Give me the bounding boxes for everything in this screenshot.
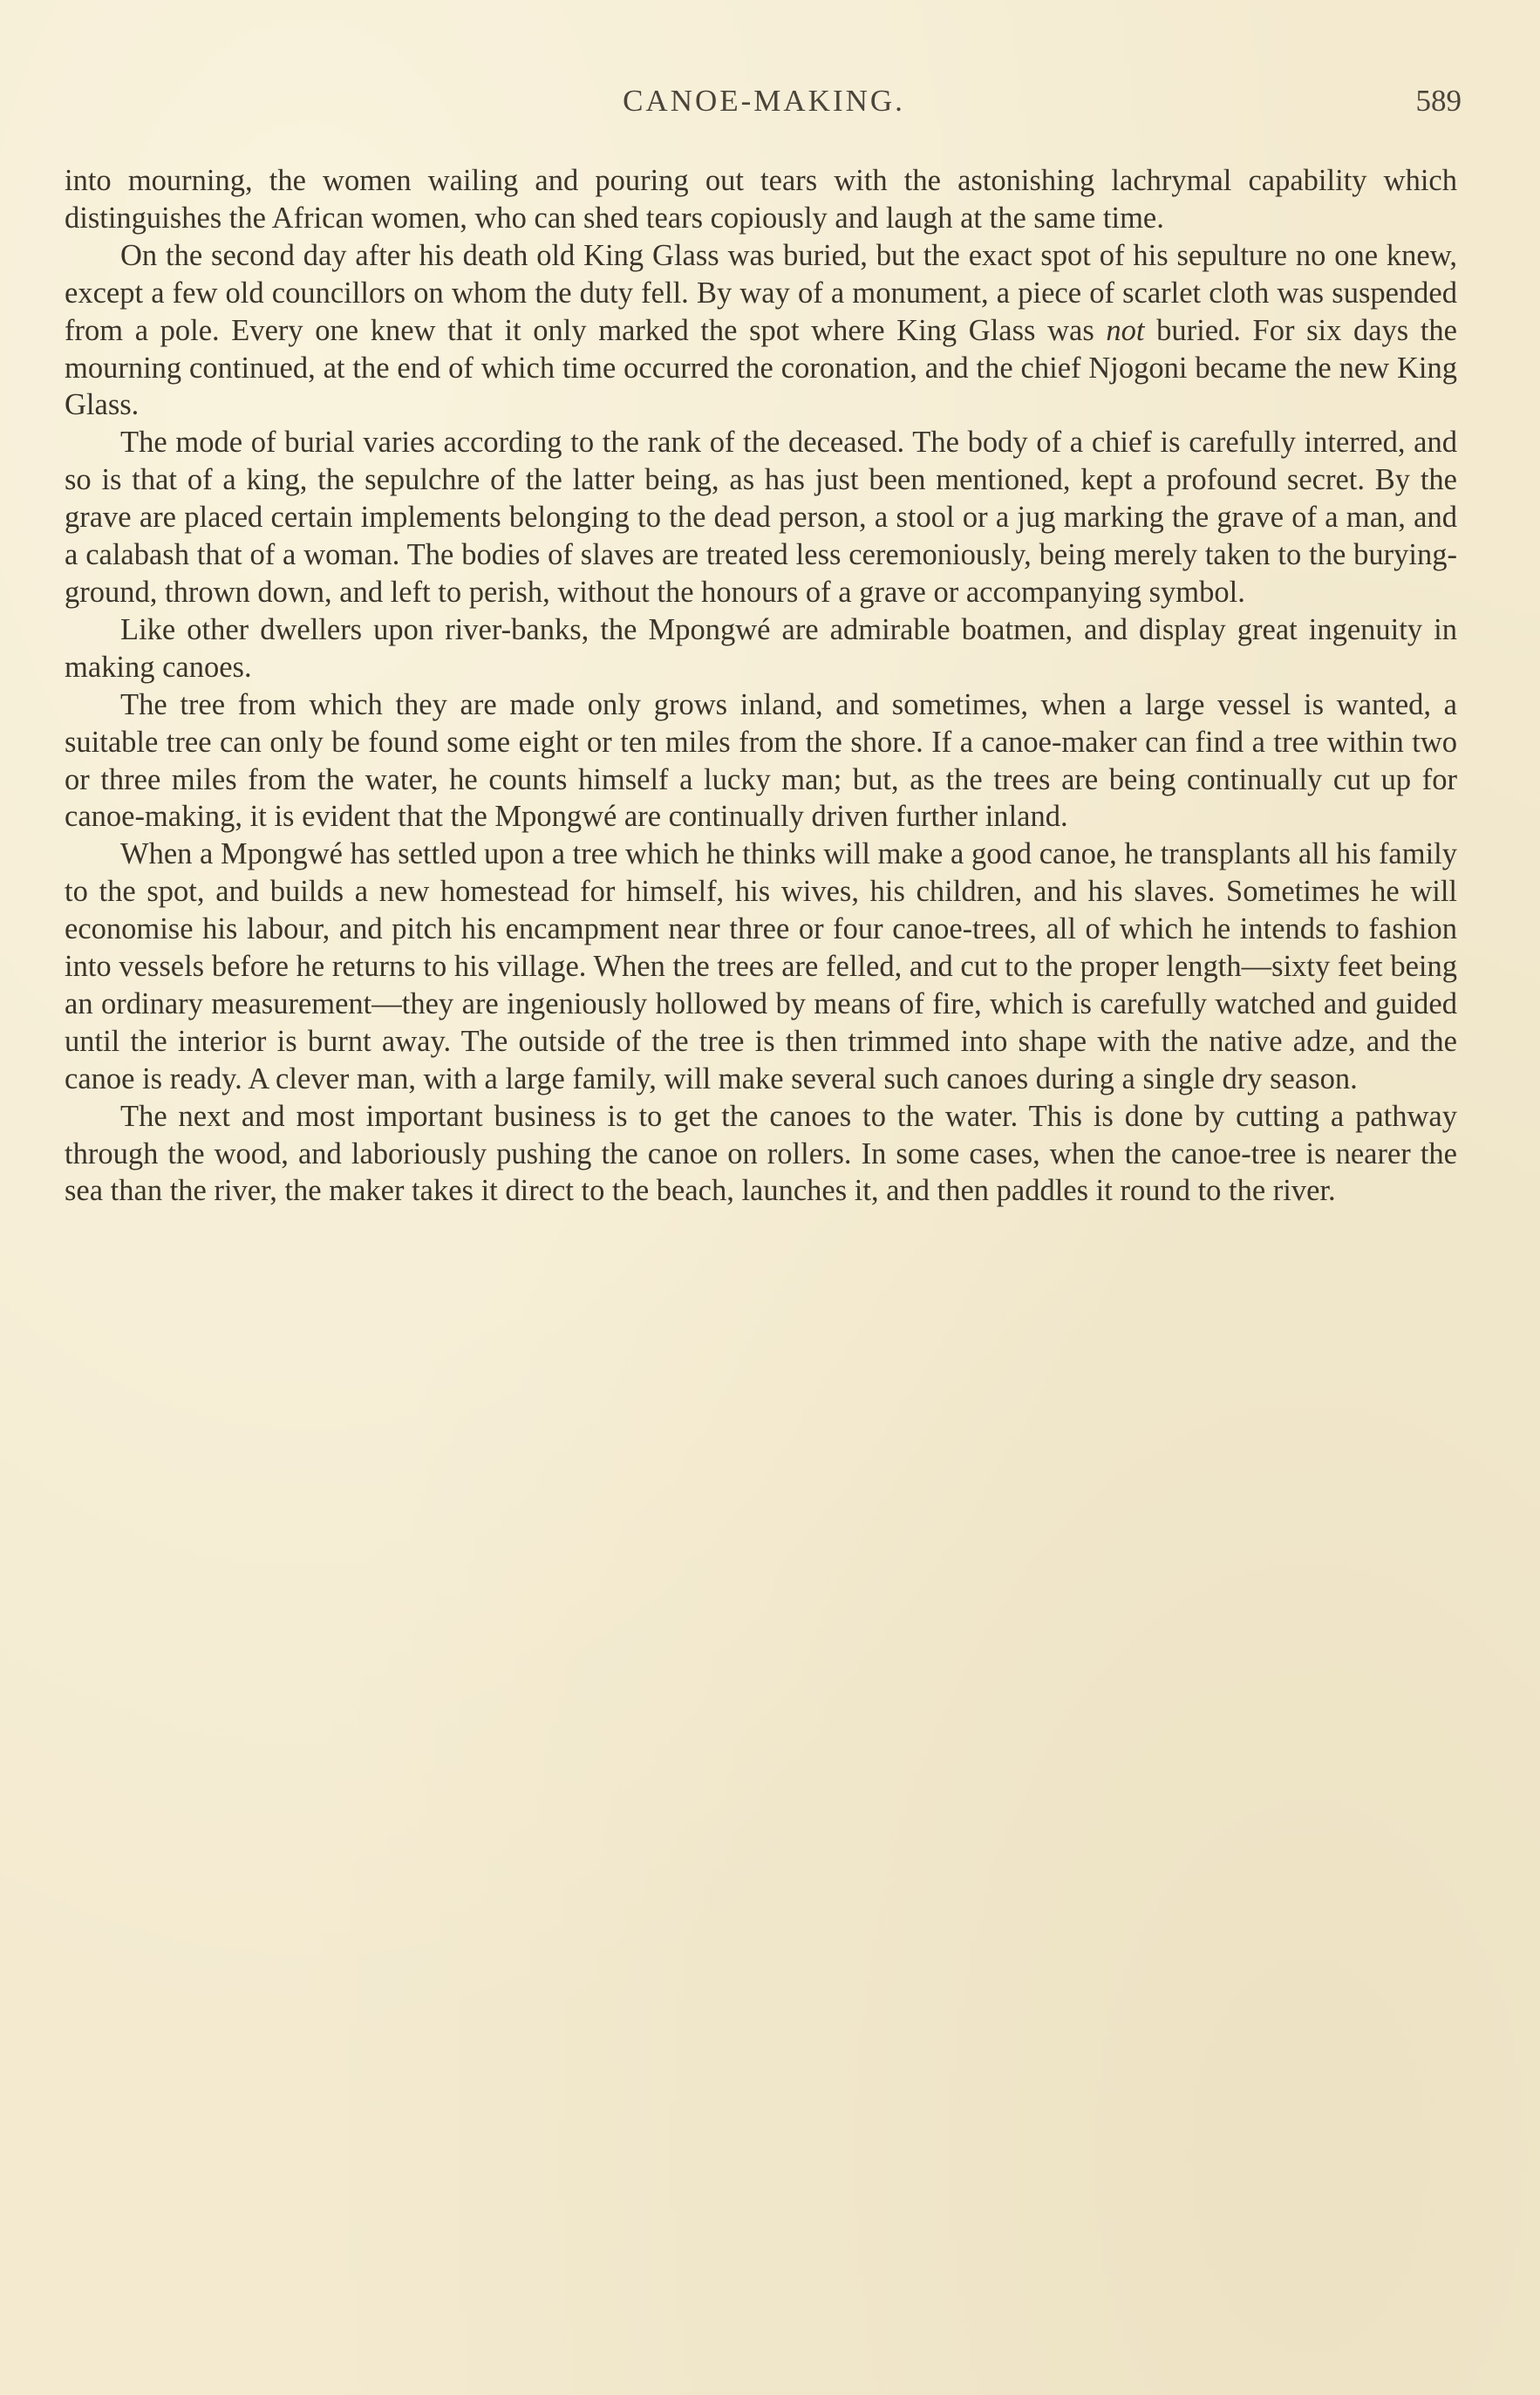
paragraph-6: When a Mpongwé has settled upon a tree which he thinks will make a good canoe, he transplants all his family to the spot, and builds a new homestead for himself, his wives, his children, and his slaves. Sometimes he will economise his labour, and pitch his encampment near three or four canoe-trees, all of which he intends to fashion into vessels before he returns to his village. When the trees are felled, and cut to the proper length—sixty feet being an ordinary measurement—they are ingeniously hollowed by means of fire, which is carefully watched and guided until the interior is burnt away. The outside of the tree is then trimmed into shape with the native adze, and the canoe is ready. A clever man, with a large family, will make several such canoes during a single dry season. <box>65 837 1457 1095</box>
paragraph-4: Like other dwellers upon river-banks, the Mpongwé are admirable boatmen, and display great ingenuity in making canoes. <box>65 612 1457 684</box>
paragraph-5: The tree from which they are made only grows inland, and sometimes, when a large vessel is wanted, a suitable tree can only be found some eight or ten miles from the shore. If a canoe-maker can find a tree within two or three miles from the water, he counts himself a lucky man; but, as the trees are being continually cut up for canoe-making, it is evident that the Mpongwé are continually driven further inland. <box>65 687 1457 834</box>
paragraph-2-part-1: On the second day after his death old King Glass was buried, but the exact spot of his sepulture no one knew, except a few old councillors on whom the duty fell. By way of a monument, a piece of scarlet cloth was suspended from a pole. Every one knew that it only marked the spot where King Glass was <box>65 238 1457 347</box>
paragraph-2 <box>65 237 1457 425</box>
chapter-title: CANOE-MAKING. <box>623 84 905 118</box>
paragraph-2-part-2: buried. For six days the mourning continued, at the end of which time occurred the coronation, and the chief Njogoni became the new King Glass. <box>65 313 1457 422</box>
page-number: 589 <box>1415 84 1462 118</box>
paragraph-1: into mourning, the women wailing and pouring out tears with the astonishing lachrymal capability which distinguishes the African women, who can shed tears copiously and laugh at the same time. <box>65 164 1457 235</box>
body-text <box>65 162 1457 1210</box>
paragraph-7: The next and most important business is to get the canoes to the water. This is done by cutting a pathway through the wood, and laboriously pushing the canoe on rollers. In some cases, when the canoe-tree is nearer the sea than the river, the maker takes it direct to the beach, launches it, and then paddles it round to the river. <box>65 1099 1457 1208</box>
paragraph-3: The mode of burial varies according to the rank of the deceased. The body of a chief is carefully interred, and so is that of a king, the sepulchre of the latter being, as has just been mentioned, kept a profound secret. By the grave are placed certain implements belonging to the dead person, a stool or a jug marking the grave of a man, and a calabash that of a woman. The bodies of slaves are treated less ceremoniously, being merely taken to the burying-ground, thrown down, and left to perish, without the honours of a grave or accompanying symbol. <box>65 426 1457 609</box>
running-head <box>66 84 1462 129</box>
paragraph-2-italic-word: not <box>1106 313 1145 347</box>
